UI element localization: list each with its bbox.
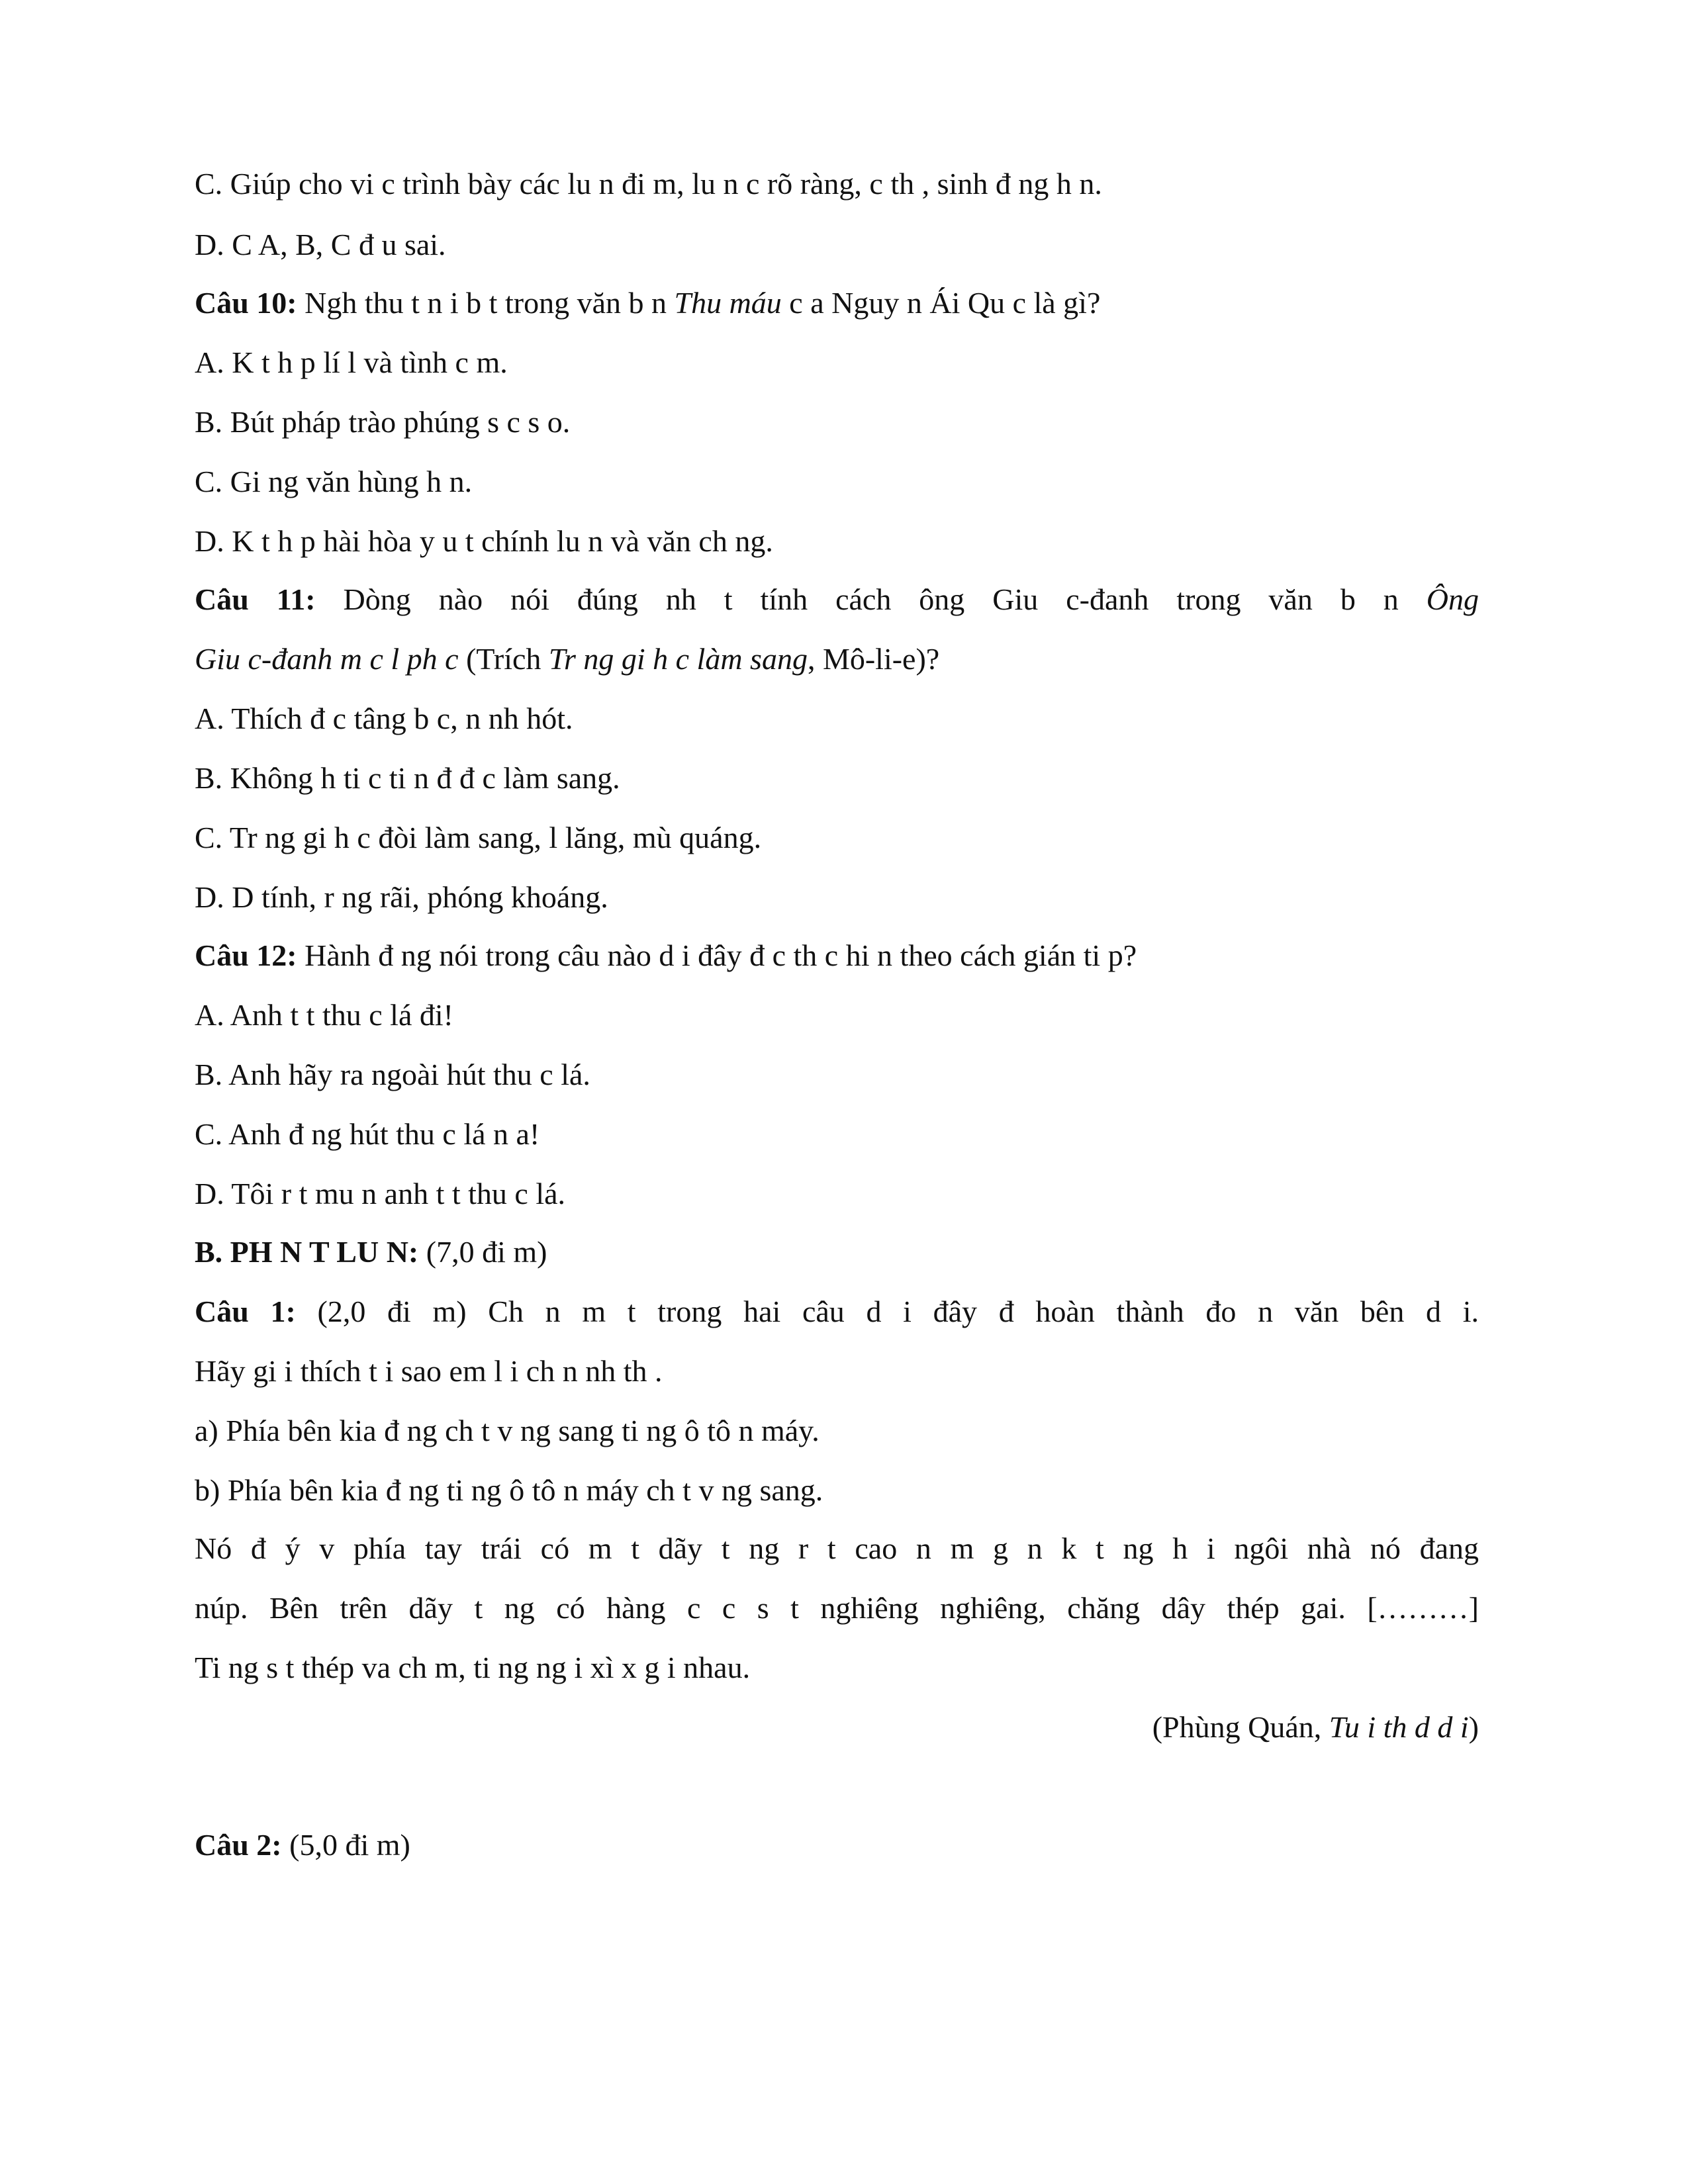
answer-10b: B. Bút pháp trào phúng s c s o. — [195, 405, 571, 439]
work-title: Ông — [1426, 582, 1479, 616]
answer-9d: D. C A, B, C đ u sai. — [195, 228, 446, 261]
answer-9c: C. Giúp cho vi c trình bày các lu n đi m, lu n c rõ ràng, c th , sinh đ ng h n. — [195, 167, 1102, 201]
question-label: Câu 12: — [195, 938, 297, 972]
essay-question-2: Câu 2: (5,0 đi m) — [195, 1828, 410, 1862]
answer-12b: B. Anh hãy ra ngoài hút thu c lá. — [195, 1058, 590, 1091]
passage-line-3: Ti ng s t thép va ch m, ti ng ng i xì x g i nhau. — [195, 1651, 751, 1684]
source-citation: (Phùng Quán, Tu i th d d i) — [1152, 1710, 1479, 1744]
answer-11a: A. Thích đ c tâng b c, n nh hót. — [195, 702, 573, 735]
answer-10d: D. K t h p hài hòa y u t chính lu n và văn ch ng. — [195, 524, 773, 558]
answer-11b: B. Không h ti c ti n đ đ c làm sang. — [195, 761, 620, 795]
answer-10a: A. K t h p lí l và tình c m. — [195, 345, 508, 379]
answer-10c: C. Gi ng văn hùng h n. — [195, 465, 473, 498]
question-label: Câu 1: — [195, 1295, 296, 1328]
answer-12d: D. Tôi r t mu n anh t t thu c lá. — [195, 1177, 566, 1210]
question-label: Câu 11: — [195, 582, 316, 616]
question-label: Câu 2: — [195, 1828, 282, 1862]
work-title: Tr ng gi h c làm sang — [548, 642, 808, 676]
option-a: a) Phía bên kia đ ng ch t v ng sang ti ng ô tô n máy. — [195, 1414, 820, 1447]
answer-11c: C. Tr ng gi h c đòi làm sang, l lăng, mù quáng. — [195, 821, 762, 854]
work-title: Tu i th d d i — [1329, 1710, 1469, 1744]
work-title: Thu máu — [674, 286, 782, 320]
essay-question-1-line-2: Hãy gi i thích t i sao em l i ch n nh th . — [195, 1354, 663, 1388]
answer-12a: A. Anh t t thu c lá đi! — [195, 998, 453, 1032]
section-label: B. PH N T LU N: — [195, 1235, 419, 1269]
question-12: Câu 12: Hành đ ng nói trong câu nào d i đây đ c th c hi n theo cách gián ti p? — [195, 938, 1137, 972]
passage-line-1: Nó đ ý v phía tay trái có m t dãy t ng r t cao n m g n k t ng h i ngôi nhà nó đang — [195, 1531, 1479, 1565]
question-label: Câu 10: — [195, 286, 297, 320]
answer-11d: D. D tính, r ng rãi, phóng khoáng. — [195, 880, 608, 914]
option-b: b) Phía bên kia đ ng ti ng ô tô n máy ch t v ng sang. — [195, 1473, 823, 1507]
work-title: Giu c-đanh m c l ph c — [195, 642, 459, 676]
question-11-line-2: Giu c-đanh m c l ph c (Trích Tr ng gi h c làm sang, Mô-li-e)? — [195, 642, 940, 676]
essay-question-1-line-1: Câu 1: (2,0 đi m) Ch n m t trong hai câu d i đây đ hoàn thành đo n văn bên d i. — [195, 1295, 1479, 1328]
passage-line-2: núp. Bên trên dãy t ng có hàng c c s t nghiêng nghiêng, chăng dây thép gai. [………] — [195, 1591, 1479, 1625]
answer-12c: C. Anh đ ng hút thu c lá n a! — [195, 1117, 540, 1151]
section-heading: B. PH N T LU N: (7,0 đi m) — [195, 1235, 547, 1269]
question-10: Câu 10: Ngh thu t n i b t trong văn b n Thu máu c a Nguy n Ái Qu c là gì? — [195, 286, 1101, 320]
question-11-line-1: Câu 11: Dòng nào nói đúng nh t tính cách ông Giu c-đanh trong văn b n Ông — [195, 582, 1479, 616]
